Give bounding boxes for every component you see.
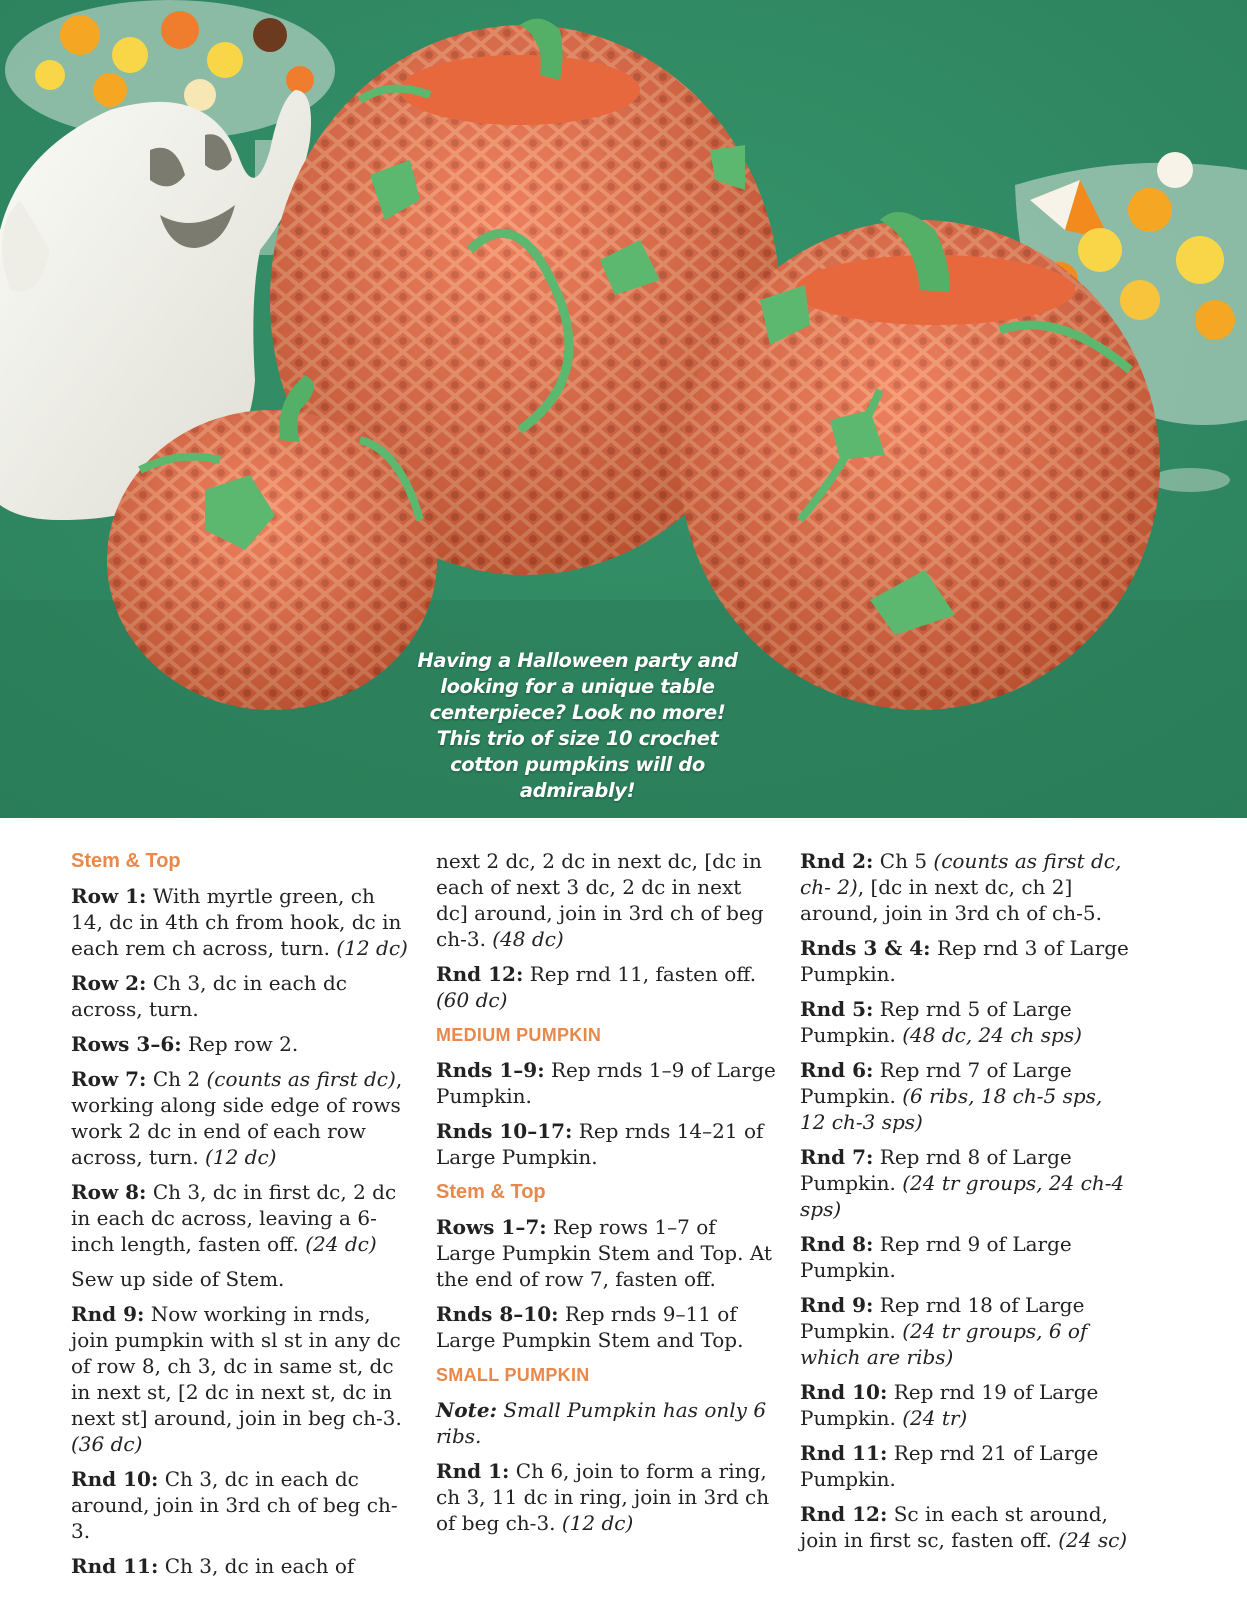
instruction-rnd-1: Rnd 1: Ch 6, join to form a ring, ch 3, 11 dc in ring, join in 3rd ch of beg ch-3. (12 dc) [436, 1459, 770, 1535]
instruction-rows-1-7: Rows 1–7: Rep rows 1–7 of Large Pumpkin Stem and Top. At the end of row 7, fasten off. [436, 1215, 772, 1291]
instruction-rnds-1-9: Rnds 1–9: Rep rnds 1–9 of Large Pumpkin. [436, 1058, 776, 1108]
instruction-rnd-10: Rnd 10: Ch 3, dc in each dc around, join in 3rd ch of beg ch-3. [71, 1467, 398, 1543]
instruction-rnd-12-small: Rnd 12: Sc in each st around, join in first sc, fasten off. (24 sc) [800, 1502, 1128, 1552]
instruction-rnd-8: Rnd 8: Rep rnd 9 of Large Pumpkin. [800, 1232, 1072, 1282]
instruction-rnd-7: Rnd 7: Rep rnd 8 of Large Pumpkin. (24 tr groups, 24 ch-4 sps) [800, 1145, 1125, 1221]
instruction-rnds-8-10: Rnds 8–10: Rep rnds 9–11 of Large Pumpkin Stem and Top. [436, 1302, 744, 1352]
instruction-rnd-9-small: Rnd 9: Rep rnd 18 of Large Pumpkin. (24 tr groups, 6 of which are ribs) [800, 1293, 1088, 1369]
instruction-rnd-9: Rnd 9: Now working in rnds, join pumpkin with sl st in any dc of row 8, ch 3, dc in same st, dc in next st, [2 dc in next st, dc in next st] around, join in beg ch-3. (36 dc) [71, 1302, 402, 1456]
instructions-column-3 [800, 848, 1130, 1562]
instructions-column-2 [436, 848, 776, 1545]
instruction-note: Note: Small Pumpkin has only 6 ribs. [436, 1398, 767, 1448]
instruction-rnd-12: Rnd 12: Rep rnd 11, fasten off. (60 dc) [436, 962, 757, 1012]
photo-caption: Having a Halloween party and looking for a unique table centerpiece? Look no more! This trio of size 10 crochet cotton pumpkins will do admirably! [417, 649, 738, 802]
instruction-rnd-6: Rnd 6: Rep rnd 7 of Large Pumpkin. (6 ribs, 18 ch-5 sps, 12 ch-3 sps) [800, 1058, 1103, 1134]
instruction-row-2: Row 2: Ch 3, dc in each dc across, turn. [71, 971, 347, 1021]
instruction-rows-3-6: Rows 3–6: Rep row 2. [71, 1032, 299, 1056]
section-heading-stem-top: Stem & Top [71, 850, 181, 872]
instruction-row-8: Row 8: Ch 3, dc in first dc, 2 dc in each dc across, leaving a 6-inch length, fasten off. (24 dc) [71, 1180, 397, 1256]
instruction-rnds-10-17: Rnds 10–17: Rep rnds 14–21 of Large Pumpkin. [436, 1119, 764, 1169]
instruction-rnd-11-continued: next 2 dc, 2 dc in next dc, [dc in each of next 3 dc, 2 dc in next dc] around, join in 3rd ch of beg ch-3. (48 dc) [436, 849, 764, 951]
section-heading-small-pumpkin: SMALL PUMPKIN [436, 1365, 590, 1385]
section-heading-stem-top-medium: Stem & Top [436, 1181, 546, 1203]
instruction-rnd-10-small: Rnd 10: Rep rnd 19 of Large Pumpkin. (24 tr) [800, 1380, 1099, 1430]
instruction-sew: Sew up side of Stem. [71, 1267, 285, 1291]
instruction-rnd-11-small: Rnd 11: Rep rnd 21 of Large Pumpkin. [800, 1441, 1099, 1491]
instruction-rnds-3-4: Rnds 3 & 4: Rep rnd 3 of Large Pumpkin. [800, 936, 1129, 986]
section-heading-medium-pumpkin: MEDIUM PUMPKIN [436, 1025, 602, 1045]
instruction-row-7: Row 7: Ch 2 (counts as first dc), working along side edge of rows work 2 dc in end of each row across, turn. (12 dc) [71, 1067, 403, 1169]
instruction-rnd-5: Rnd 5: Rep rnd 5 of Large Pumpkin. (48 dc, 24 ch sps) [800, 997, 1082, 1047]
instruction-rnd-2: Rnd 2: Ch 5 (counts as first dc, ch- 2), [dc in next dc, ch 2] around, join in 3rd ch of ch-5. [800, 849, 1122, 925]
instruction-rnd-11: Rnd 11: Ch 3, dc in each of [71, 1554, 355, 1578]
instructions-column-1 [71, 848, 411, 1588]
instruction-row-1: Row 1: With myrtle green, ch 14, dc in 4th ch from hook, dc in each rem ch across, turn. (12 dc) [71, 884, 408, 960]
